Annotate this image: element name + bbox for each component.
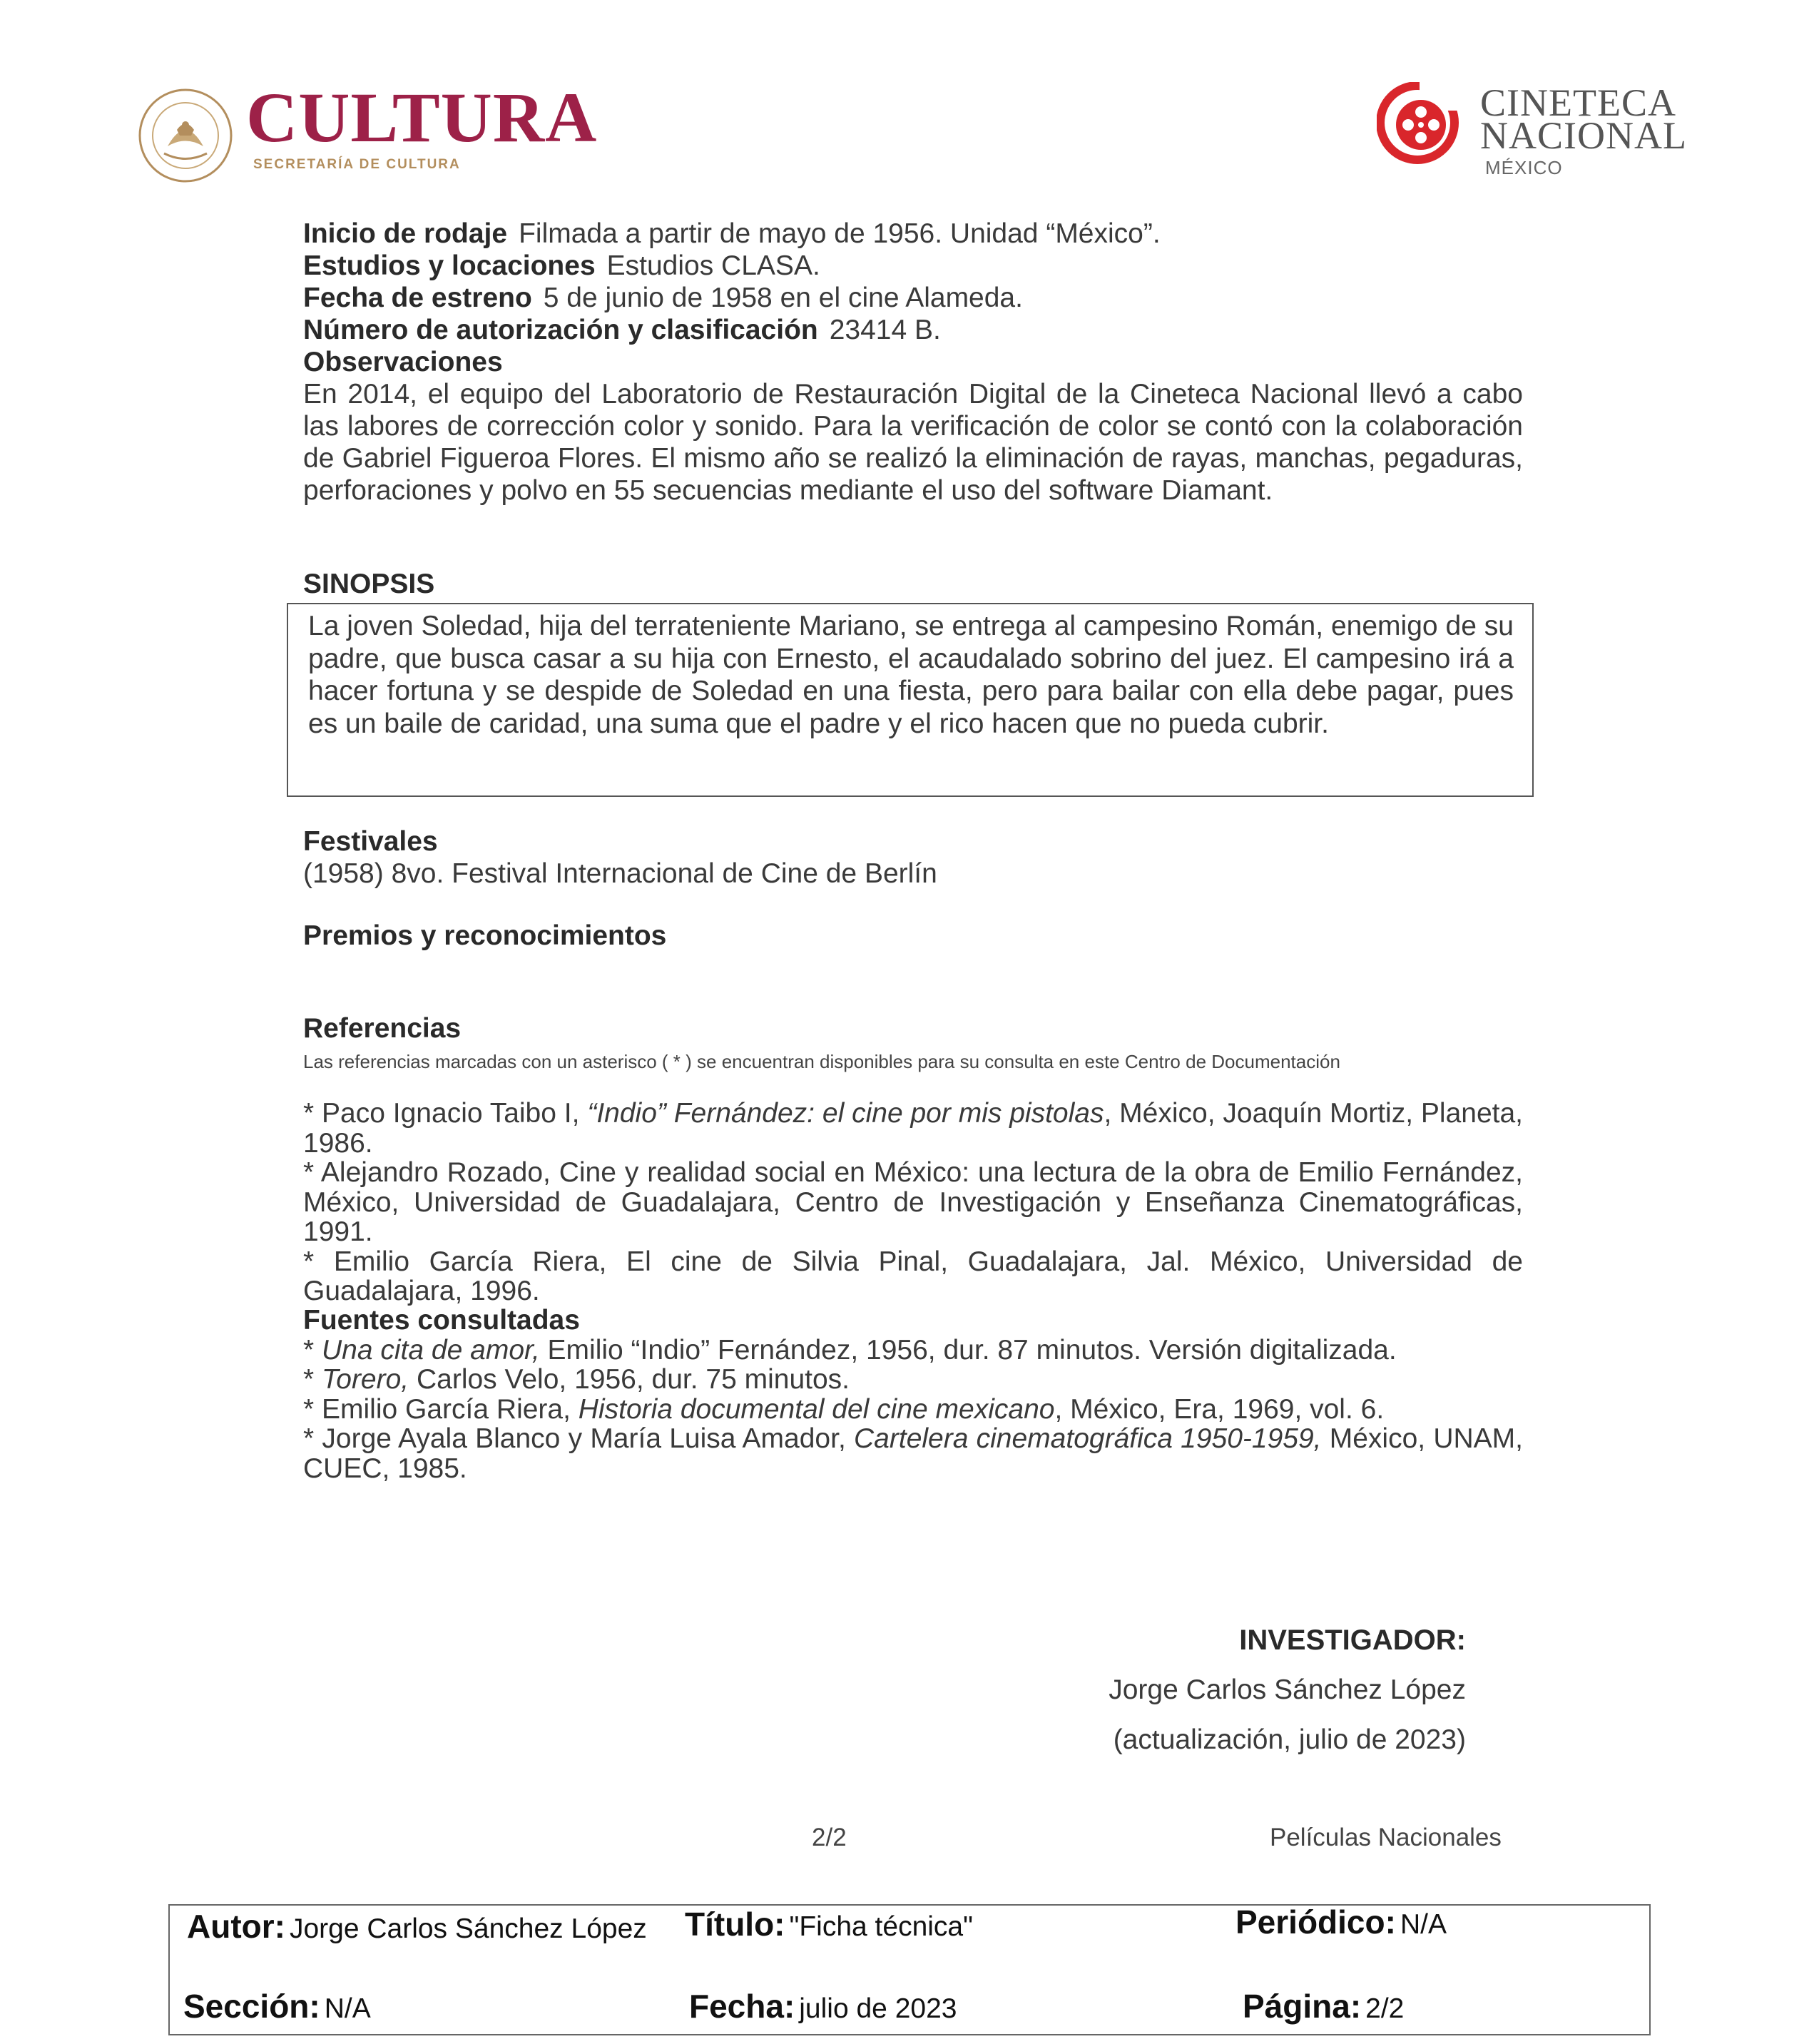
meta-seccion [183, 1987, 371, 2025]
festivales-section [303, 825, 1523, 890]
periodico-label: Periódico: [1235, 1903, 1396, 1941]
festivales-heading: Festivales [303, 826, 438, 857]
cineteca-line3: MÉXICO [1485, 157, 1563, 178]
fuente-item: * Torero, Carlos Velo, 1956, dur. 75 minutos. [303, 1364, 850, 1395]
reference-item: * Alejandro Rozado, Cine y realidad social en México: una lectura de la obra de Emilio Fernández, México, Universidad de Guadalajara, Centro de Investigación y Enseñanza Cinematográficas, 1991. [303, 1157, 1523, 1247]
premios-heading: Premios y reconocimientos [303, 920, 667, 951]
investigador-update: (actualización, julio de 2023) [1113, 1724, 1466, 1755]
meta-autor [187, 1907, 647, 1946]
footer-section: Películas Nacionales [1270, 1824, 1502, 1851]
cultura-logo [136, 78, 606, 193]
seccion-label: Sección: [183, 1988, 320, 2025]
detail-value: Estudios CLASA. [606, 250, 820, 281]
periodico-value: N/A [1400, 1909, 1447, 1940]
cultura-title: CULTURA [246, 78, 598, 157]
titulo-label: Título: [685, 1906, 785, 1943]
meta-titulo [685, 1905, 973, 1943]
fuentes-heading: Fuentes consultadas [303, 1305, 580, 1336]
seccion-value: N/A [324, 1993, 371, 2024]
referencias-heading: Referencias [303, 1013, 462, 1044]
fecha-label: Fecha: [689, 1988, 795, 2025]
festival-item: (1958) 8vo. Festival Internacional de Cine de Berlín [303, 858, 937, 889]
pagina-label: Página: [1243, 1988, 1362, 2025]
detail-label: Inicio de rodaje [303, 218, 508, 249]
fuentes-section [303, 1306, 1523, 1483]
cineteca-logo [1377, 82, 1698, 182]
pagina-value: 2/2 [1365, 1993, 1405, 2024]
cineteca-line1: CINETECA [1480, 81, 1676, 124]
meta-pagina [1243, 1987, 1404, 2025]
sinopsis-heading: SINOPSIS [303, 569, 435, 599]
autor-label: Autor: [187, 1908, 285, 1945]
autor-value: Jorge Carlos Sánchez López [289, 1913, 647, 1944]
fuente-item: * Una cita de amor, Emilio “Indio” Fernández, 1956, dur. 87 minutos. Versión digitalizada. [303, 1334, 1397, 1366]
film-reel-icon [1377, 82, 1459, 164]
details-block [303, 218, 1523, 507]
investigador-heading: INVESTIGADOR: [1239, 1624, 1466, 1656]
detail-value: Filmada a partir de mayo de 1956. Unidad “México”. [519, 218, 1161, 249]
detail-autorizacion [303, 314, 1523, 346]
investigador-name: Jorge Carlos Sánchez López [1109, 1674, 1466, 1705]
reference-item: * Emilio García Riera, El cine de Silvia Pinal, Guadalajara, Jal. México, Universidad de Guadalajara, 1996. [303, 1246, 1523, 1306]
referencias-list [303, 1099, 1523, 1306]
sinopsis-text: La joven Soledad, hija del terrateniente Mariano, se entrega al campesino Román, enemigo de su padre, que busca casar a su hija con Ernesto, el acaudalado sobrino del juez. El campesino irá a hacer fortuna y se despide de Soledad en una fiesta, pero para bailar con ella debe pagar, pues es un baile de caridad, una suma que el padre y el rico hacen que no pueda cubrir. [308, 611, 1514, 739]
detail-inicio [303, 218, 1523, 250]
fuente-item: * Jorge Ayala Blanco y María Luisa Amador, Cartelera cinematográfica 1950-1959, México, UNAM, CUEC, 1985. [303, 1423, 1523, 1484]
meta-fecha [689, 1987, 957, 2025]
meta-periodico [1235, 1903, 1447, 1941]
cineteca-line2: NACIONAL [1480, 114, 1687, 157]
detail-estreno [303, 282, 1523, 314]
observaciones-heading: Observaciones [303, 347, 503, 377]
fuente-item: * Emilio García Riera, Historia documental del cine mexicano, México, Era, 1969, vol. 6. [303, 1393, 1385, 1425]
titulo-value: "Ficha técnica" [789, 1911, 973, 1942]
detail-estudios [303, 250, 1523, 282]
observaciones-text: En 2014, el equipo del Laboratorio de Restauración Digital de la Cineteca Nacional llevó a cabo las labores de corrección color y sonido. Para la verificación de color se contó con la colaboración de Gabriel Figueroa Flores. El mismo año se realizó la eliminación de rayas, manchas, pegaduras, perforaciones y polvo en 55 secuencias mediante el uso del software Diamant. [303, 379, 1523, 506]
referencias-note: Las referencias marcadas con un asterisco ( * ) se encuentran disponibles para su consulta en este Centro de Documentación [303, 1051, 1340, 1072]
detail-label: Fecha de estreno [303, 283, 532, 313]
detail-value: 5 de junio de 1958 en el cine Alameda. [543, 283, 1023, 313]
detail-label: Número de autorización y clasificación [303, 315, 818, 345]
page-number: 2/2 [812, 1824, 847, 1851]
detail-value: 23414 B. [829, 315, 941, 345]
mexico-seal-icon [136, 86, 235, 185]
cultura-subtitle: SECRETARÍA DE CULTURA [253, 157, 461, 172]
reference-item: * Paco Ignacio Taibo I, “Indio” Fernández: el cine por mis pistolas, México, Joaquín Mortiz, Planeta, 1986. [303, 1098, 1523, 1159]
detail-label: Estudios y locaciones [303, 250, 596, 281]
fecha-value: julio de 2023 [799, 1993, 957, 2024]
